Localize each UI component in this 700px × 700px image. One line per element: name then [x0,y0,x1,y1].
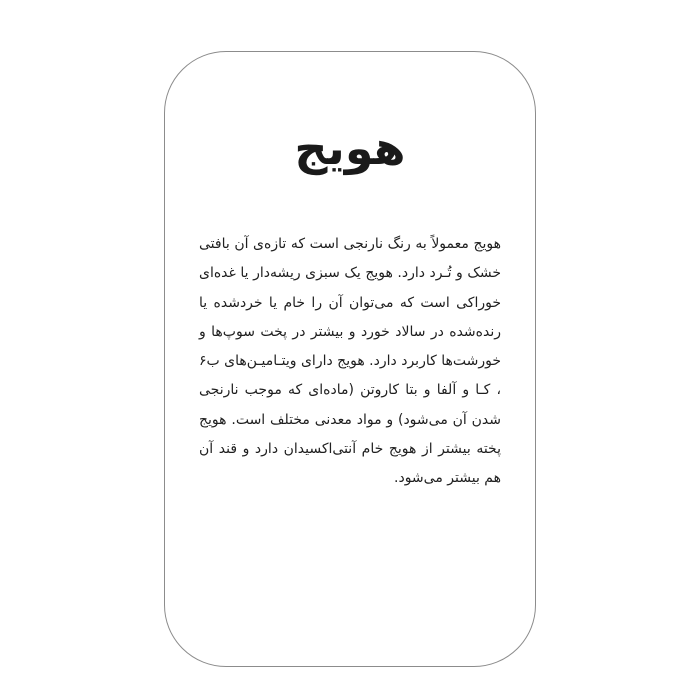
card-title: هویج [294,121,406,175]
card-body-text: هویج معمولاً به رنگ نارنجی است که تازه‌ی آن بافتی خشک و تُـرد دارد. هویج یک سبزی ریشه‌دار یا غده‌ای خوراکی است که می‌توان آن را خام یا خردشده یا رنده‌شده در سالاد خورد و بیشتر در پخت سوپ‌ها و خورشت‌ها کاربرد دارد. هویج دارای ویتـامیـن‌های ب۶ ، کـا و آلفا و بتا کاروتن (ماده‌ای که موجب نارنجی شدن آن می‌شود) و مواد معدنی مختلف است. هویج پخته بیشتر از هویج خام آنتی‌اکسیدان دارد و قند آن هم بیشتر می‌شود. [199,236,501,487]
